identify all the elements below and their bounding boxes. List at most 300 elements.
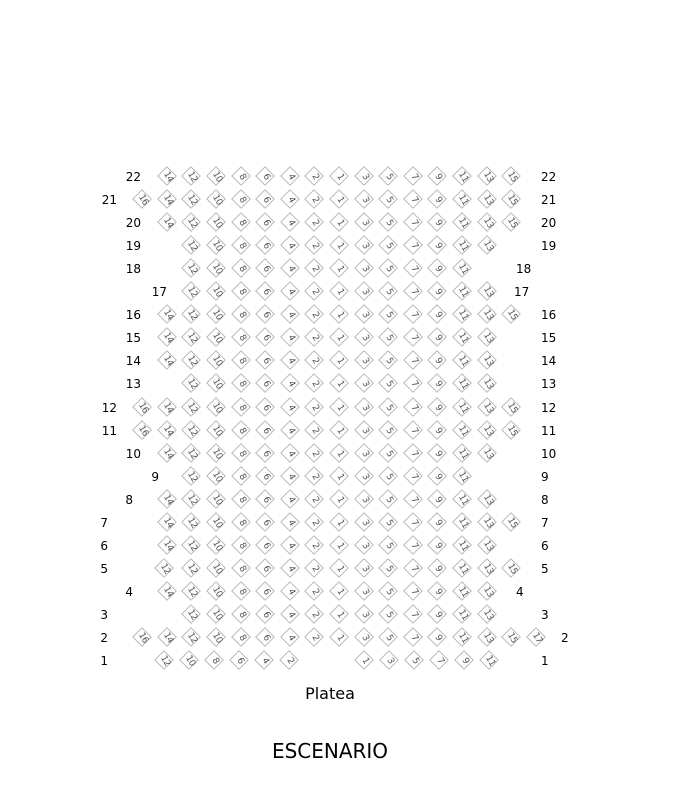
seat-number: 1: [334, 333, 346, 344]
seat-number: 1: [334, 633, 346, 643]
seat-number: 6: [260, 494, 272, 505]
seat-number: 14: [160, 515, 175, 530]
seat-10-13[interactable]: [476, 442, 500, 466]
seat-number: 10: [210, 216, 224, 231]
seat-number: 12: [185, 400, 200, 415]
seat-number: 5: [383, 517, 395, 528]
seat-number: 11: [456, 262, 470, 277]
seat-number: 4: [285, 241, 297, 251]
seat-number: 5: [383, 333, 395, 344]
seat-number: 7: [434, 656, 446, 666]
row-label-right-6: 6: [541, 538, 549, 553]
seat-number: 1: [334, 356, 346, 367]
seat-1-9[interactable]: [453, 649, 477, 673]
seat-number: 9: [432, 448, 445, 459]
seat-number: 3: [358, 379, 371, 390]
row-label-right-4: 4: [516, 584, 524, 599]
row-label-left-13: 13: [125, 377, 141, 392]
seat-number: 14: [160, 423, 175, 438]
seat-number: 9: [432, 610, 445, 620]
row-label-left-15: 15: [125, 331, 141, 346]
seat-number: 5: [383, 425, 395, 436]
seat-number: 8: [235, 471, 248, 482]
seat-number: 6: [260, 287, 272, 298]
seat-number: 8: [235, 425, 248, 436]
seat-number: 10: [210, 193, 224, 208]
row-label-left-2: 2: [100, 631, 108, 645]
seat-number: 9: [432, 517, 445, 528]
seat-number: 9: [432, 425, 445, 436]
seat-number: 2: [309, 195, 322, 205]
row-label-right-2: 2: [561, 631, 569, 645]
seat-number: 5: [383, 471, 395, 482]
seat-number: 17: [529, 630, 544, 646]
seat-number: 10: [210, 446, 224, 461]
seat-number: 6: [260, 471, 272, 482]
seat-number: 10: [210, 285, 224, 300]
seat-number: 9: [432, 402, 445, 413]
seat-number: 4: [285, 218, 297, 228]
seat-number: 7: [408, 402, 420, 413]
seat-number: 14: [160, 169, 175, 185]
seat-number: 5: [383, 610, 395, 620]
seat-number: 3: [358, 610, 371, 620]
row-label-right-17: 17: [514, 285, 530, 300]
seat-number: 7: [408, 633, 420, 643]
seat-number: 12: [185, 262, 200, 277]
seat-number: 13: [480, 538, 495, 553]
seat-number: 8: [235, 610, 248, 620]
seat-number: 2: [309, 541, 322, 551]
seat-number: 7: [408, 264, 420, 274]
seat-number: 13: [480, 239, 495, 254]
row-label-left-6: 6: [100, 538, 108, 553]
seat-number: 8: [235, 402, 248, 413]
row-label-left-4: 4: [125, 584, 133, 599]
seat-number: 6: [260, 333, 272, 344]
seat-21-16[interactable]: [131, 188, 155, 212]
seat-2-1[interactable]: [328, 626, 352, 650]
seat-2-15[interactable]: [500, 626, 524, 650]
seat-number: 13: [480, 354, 495, 369]
seat-number: 9: [432, 195, 445, 205]
seat-number: 1: [334, 195, 346, 205]
seat-number: 1: [334, 541, 346, 551]
seat-number: 1: [334, 425, 346, 436]
seat-number: 10: [210, 561, 224, 576]
seat-number: 11: [456, 331, 470, 346]
seat-number: 9: [432, 264, 445, 274]
seat-number: 7: [408, 195, 420, 205]
seat-number: 13: [480, 515, 495, 530]
seat-number: 2: [284, 656, 296, 666]
seat-number: 10: [210, 584, 224, 599]
seat-number: 1: [334, 379, 346, 390]
seat-number: 4: [285, 356, 297, 367]
row-label-right-10: 10: [541, 446, 557, 461]
seat-number: 10: [210, 423, 224, 438]
seat-number: 4: [285, 264, 297, 274]
seat-number: 3: [358, 425, 371, 436]
row-label-right-16: 16: [541, 308, 557, 323]
seat-number: 5: [383, 195, 395, 205]
seat-1-5[interactable]: [403, 649, 427, 673]
seat-number: 10: [210, 262, 224, 277]
seat-number: 6: [260, 264, 272, 274]
seat-number: 15: [505, 515, 520, 530]
row-label-right-8: 8: [541, 492, 549, 507]
seat-number: 8: [235, 494, 248, 505]
seat-number: 7: [408, 541, 420, 551]
seat-number: 7: [408, 587, 420, 597]
seat-number: 11: [456, 354, 470, 369]
seat-number: 14: [160, 308, 175, 323]
seat-number: 12: [185, 515, 200, 530]
seat-number: 14: [160, 584, 175, 599]
seat-number: 3: [358, 448, 371, 459]
seat-number: 9: [432, 287, 445, 298]
seat-number: 2: [309, 402, 322, 413]
seat-number: 2: [309, 264, 322, 274]
seat-number: 8: [235, 541, 248, 551]
seat-number: 3: [358, 195, 371, 205]
seat-number: 5: [383, 633, 395, 643]
seat-number: 7: [408, 356, 420, 367]
seat-number: 4: [285, 448, 297, 459]
seat-number: 10: [210, 630, 224, 646]
seat-number: 8: [235, 310, 248, 321]
seat-number: 6: [260, 379, 272, 390]
seat-number: 1: [334, 218, 346, 228]
seat-number: 14: [160, 630, 175, 646]
seat-number: 1: [334, 402, 346, 413]
seat-number: 3: [358, 471, 371, 482]
row-label-left-7: 7: [100, 515, 108, 530]
seat-number: 3: [384, 656, 396, 666]
seat-number: 2: [309, 241, 322, 251]
row-label-left-21: 21: [101, 193, 117, 208]
seat-number: 5: [383, 310, 395, 321]
seat-2-2[interactable]: [303, 626, 327, 650]
seat-number: 8: [235, 517, 248, 528]
row-label-left-5: 5: [100, 561, 108, 576]
seat-number: 5: [383, 172, 395, 182]
seat-number: 3: [358, 564, 371, 574]
seat-number: 3: [358, 541, 371, 551]
seat-number: 8: [235, 448, 248, 459]
seat-number: 7: [408, 218, 420, 228]
seat-number: 14: [160, 193, 175, 208]
seat-number: 4: [285, 195, 297, 205]
seat-number: 13: [480, 169, 495, 185]
seat-number: 13: [480, 607, 495, 622]
seat-number: 10: [210, 492, 224, 507]
seat-1-3[interactable]: [378, 649, 402, 673]
seat-number: 1: [334, 241, 346, 251]
seat-7-15[interactable]: [500, 511, 524, 535]
seat-number: 8: [235, 379, 248, 390]
seat-number: 6: [260, 241, 272, 251]
seat-number: 11: [456, 308, 470, 323]
seat-number: 4: [285, 471, 297, 482]
seat-number: 6: [260, 587, 272, 597]
seat-number: 1: [334, 610, 346, 620]
seat-number: 11: [456, 584, 470, 599]
seat-11-16[interactable]: [131, 419, 155, 443]
seat-number: 4: [285, 564, 297, 574]
seat-number: 5: [383, 379, 395, 390]
seat-1-4[interactable]: [253, 649, 277, 673]
seat-10-14[interactable]: [156, 442, 180, 466]
seat-number: 10: [210, 538, 224, 553]
seat-2-9[interactable]: [426, 626, 450, 650]
seat-20-15[interactable]: [500, 211, 524, 235]
seat-number: 4: [285, 379, 297, 390]
seat-number: 9: [432, 541, 445, 551]
seat-number: 2: [309, 564, 322, 574]
seat-1-12[interactable]: [153, 649, 177, 673]
seat-number: 3: [358, 241, 371, 251]
seat-20-14[interactable]: [156, 211, 180, 235]
seat-number: 6: [260, 425, 272, 436]
seat-5-15[interactable]: [500, 557, 524, 581]
row-label-right-15: 15: [541, 331, 557, 346]
seat-1-1[interactable]: [353, 649, 377, 673]
row-label-left-19: 19: [125, 239, 141, 254]
seat-number: 9: [432, 310, 445, 321]
seat-number: 6: [260, 517, 272, 528]
seat-number: 4: [285, 172, 297, 182]
seat-4-14[interactable]: [156, 580, 180, 604]
seat-1-8[interactable]: [203, 649, 227, 673]
row-label-right-7: 7: [541, 515, 549, 530]
row-label-left-9: 9: [151, 469, 159, 484]
seat-14-14[interactable]: [156, 349, 180, 373]
seat-number: 13: [480, 630, 495, 646]
seat-number: 13: [480, 308, 495, 323]
seat-number: 8: [235, 241, 248, 251]
seat-number: 7: [408, 241, 420, 251]
seat-number: 3: [358, 264, 371, 274]
seat-number: 5: [383, 218, 395, 228]
seat-number: 4: [285, 541, 297, 551]
seat-number: 4: [285, 333, 297, 344]
seat-number: 4: [259, 656, 271, 666]
seat-number: 4: [285, 610, 297, 620]
seat-number: 10: [210, 169, 224, 185]
seat-number: 13: [480, 446, 495, 461]
seat-number: 4: [285, 494, 297, 505]
seat-number: 11: [483, 654, 497, 669]
seat-number: 3: [358, 310, 371, 321]
seat-1-11[interactable]: [478, 649, 502, 673]
seat-number: 15: [505, 423, 520, 438]
row-label-left-10: 10: [125, 446, 141, 461]
seat-number: 16: [136, 423, 151, 438]
seat-number: 5: [383, 564, 395, 574]
row-label-left-18: 18: [125, 262, 141, 277]
seat-number: 8: [235, 333, 248, 344]
seat-1-10[interactable]: [178, 649, 202, 673]
section-label: Platea: [305, 684, 355, 703]
seat-number: 11: [456, 169, 470, 185]
seat-number: 9: [432, 471, 445, 482]
seat-19-13[interactable]: [476, 234, 500, 258]
seat-number: 1: [334, 287, 346, 298]
seat-number: 5: [383, 287, 395, 298]
seat-number: 15: [505, 561, 520, 576]
seat-number: 10: [210, 607, 224, 622]
row-label-right-9: 9: [541, 469, 549, 484]
seat-number: 7: [408, 172, 420, 182]
seat-number: 14: [160, 492, 175, 507]
seat-number: 5: [383, 448, 395, 459]
seat-number: 11: [456, 515, 470, 530]
row-label-left-8: 8: [125, 492, 133, 507]
seat-1-7[interactable]: [428, 649, 452, 673]
seat-number: 9: [432, 633, 445, 643]
seat-number: 6: [260, 564, 272, 574]
seat-1-6[interactable]: [228, 649, 252, 673]
seat-number: 11: [456, 216, 470, 231]
seat-number: 2: [309, 471, 322, 482]
seat-number: 4: [285, 287, 297, 298]
seat-number: 14: [160, 400, 175, 415]
seat-number: 3: [358, 517, 371, 528]
row-label-right-13: 13: [541, 377, 557, 392]
seat-number: 15: [505, 400, 520, 415]
seat-number: 7: [408, 517, 420, 528]
seat-2-16[interactable]: [131, 626, 155, 650]
row-label-left-20: 20: [125, 216, 141, 231]
seat-number: 7: [408, 494, 420, 505]
row-label-right-12: 12: [541, 400, 557, 415]
seat-number: 13: [480, 331, 495, 346]
seat-number: 7: [408, 471, 420, 482]
seat-number: 13: [480, 561, 495, 576]
row-label-right-11: 11: [541, 423, 557, 438]
seat-number: 1: [334, 517, 346, 528]
seat-number: 10: [210, 469, 224, 484]
seat-number: 13: [480, 285, 495, 300]
seat-number: 12: [185, 469, 200, 484]
seat-number: 14: [160, 216, 175, 231]
seat-11-15[interactable]: [500, 419, 524, 443]
seat-number: 9: [459, 656, 471, 666]
seat-number: 7: [408, 287, 420, 298]
seat-number: 1: [334, 448, 346, 459]
seat-number: 3: [358, 494, 371, 505]
seat-number: 9: [432, 587, 445, 597]
row-label-left-22: 22: [125, 170, 141, 184]
seat-number: 6: [260, 610, 272, 620]
seat-number: 3: [358, 633, 371, 643]
seat-number: 6: [260, 218, 272, 228]
seat-number: 2: [309, 218, 322, 228]
seat-number: 3: [358, 402, 371, 413]
seat-number: 7: [408, 310, 420, 321]
seat-number: 12: [158, 654, 172, 669]
seat-number: 12: [185, 446, 200, 461]
seat-number: 11: [456, 607, 470, 622]
row-label-right-22: 22: [541, 170, 557, 184]
seat-number: 2: [309, 610, 322, 620]
seat-number: 7: [408, 448, 420, 459]
seat-number: 12: [185, 423, 200, 438]
seat-number: 10: [210, 515, 224, 530]
seat-number: 12: [185, 377, 200, 392]
seat-number: 14: [160, 538, 175, 553]
seat-number: 2: [309, 425, 322, 436]
seat-number: 9: [432, 494, 445, 505]
seat-number: 11: [456, 285, 470, 300]
seat-number: 6: [260, 172, 272, 182]
seat-1-2[interactable]: [278, 649, 302, 673]
seat-number: 12: [185, 354, 200, 369]
seat-number: 12: [185, 216, 200, 231]
seat-number: 6: [260, 541, 272, 551]
row-label-right-14: 14: [541, 354, 557, 369]
seat-2-11[interactable]: [451, 626, 475, 650]
seat-number: 1: [334, 264, 346, 274]
seat-number: 1: [334, 471, 346, 482]
seat-number: 9: [432, 241, 445, 251]
seat-number: 9: [432, 564, 445, 574]
seat-number: 3: [358, 218, 371, 228]
seat-number: 10: [210, 354, 224, 369]
seat-number: 4: [285, 587, 297, 597]
seat-number: 13: [480, 400, 495, 415]
seat-number: 2: [309, 494, 322, 505]
seat-number: 7: [408, 333, 420, 344]
seat-number: 12: [185, 630, 200, 646]
seat-number: 3: [358, 333, 371, 344]
seat-number: 6: [260, 448, 272, 459]
seat-number: 14: [160, 331, 175, 346]
seat-number: 3: [358, 172, 371, 182]
row-label-left-12: 12: [101, 400, 117, 415]
seat-number: 13: [480, 492, 495, 507]
seat-number: 5: [409, 656, 421, 666]
seat-number: 2: [309, 333, 322, 344]
seat-number: 8: [235, 287, 248, 298]
seat-number: 1: [334, 587, 346, 597]
seat-number: 8: [235, 195, 248, 205]
seat-number: 5: [383, 587, 395, 597]
seat-number: 2: [309, 448, 322, 459]
seat-number: 10: [210, 331, 224, 346]
seat-16-15[interactable]: [500, 303, 524, 327]
seat-number: 8: [235, 587, 248, 597]
seat-number: 15: [505, 169, 520, 185]
seat-number: 8: [235, 172, 248, 182]
seat-number: 13: [480, 377, 495, 392]
seat-number: 3: [358, 587, 371, 597]
seat-number: 16: [136, 630, 151, 646]
seat-number: 4: [285, 402, 297, 413]
seat-number: 16: [136, 193, 151, 208]
seat-number: 1: [334, 494, 346, 505]
seat-number: 6: [260, 195, 272, 205]
seat-number: 8: [235, 564, 248, 574]
seat-number: 11: [456, 423, 470, 438]
row-label-right-3: 3: [541, 607, 549, 622]
seat-number: 6: [260, 356, 272, 367]
seat-number: 5: [383, 264, 395, 274]
seat-2-17[interactable]: [525, 626, 549, 650]
seat-number: 15: [505, 630, 520, 646]
seat-number: 4: [285, 425, 297, 436]
